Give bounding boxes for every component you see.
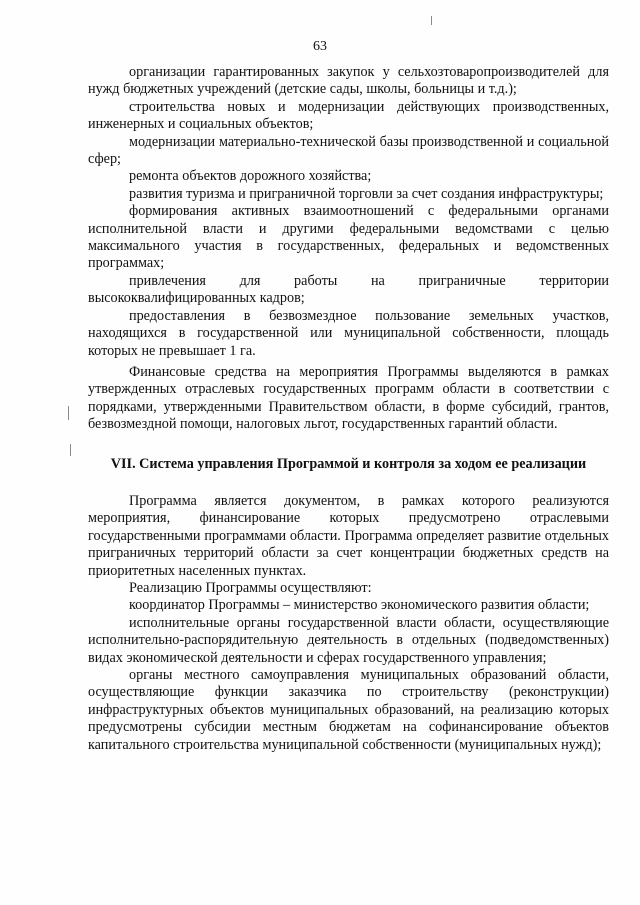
body-paragraph: модернизации материально-технической базы производственной и социальной сфер;: [88, 133, 609, 168]
body-paragraph: координатор Программы – министерство экономического развития области;: [129, 597, 590, 614]
body-paragraph: развития туризма и приграничной торговли за счет создания инфраструктуры;: [129, 185, 604, 202]
body-paragraph: организации гарантированных закупок у сельхозтоваропроизводителей для нужд бюджетных учреждений (детские сады, школы, больницы и т.д.);: [88, 64, 609, 98]
body-paragraph: органы местного самоуправления муниципальных образований области, осуществляющие функции заказчика по строительству (реконструкции) инфраструктурных объектов муниципальных образований, на реализацию которых предусмотрены субсидии местным бюджетам на софинансирование объектов капитального строительства муниципальной собственности (муниципальных нужд);: [88, 667, 609, 753]
body-paragraph: Финансовые средства на мероприятия Программы выделяются в рамках утвержденных отраслевых государственных программ области в соответствии с порядками, утвержденными Правительством области, в форме субсидий, грантов, безвозмездной помощи, налоговых льгот, государственных гарантий области.: [88, 363, 609, 433]
body-paragraph: исполнительные органы государственной власти области, осуществляющие исполнительно-распорядительную деятельность в отдельных (подведомственных) видах экономической деятельности и сферах государственного управления;: [88, 614, 609, 666]
scan-mark: [431, 16, 432, 25]
body-paragraph: Реализацию Программы осуществляют:: [129, 579, 372, 596]
body-paragraph: привлечения для работы на приграничные территории высококвалифицированных кадров;: [88, 272, 609, 307]
body-paragraph: Программа является документом, в рамках которого реализуются мероприятия, финансирование которых предусмотрено отраслевыми государственными программами области. Программа определяет развитие отдельных приграничных территорий области за счет концентрации бюджетных средств на приоритетных населенных пунктах.: [88, 492, 609, 579]
scan-mark: [70, 444, 71, 456]
body-paragraph: строительства новых и модернизации действующих производственных, инженерных и социальных объектов;: [88, 98, 609, 133]
body-paragraph: формирования активных взаимоотношений с федеральными органами исполнительной власти и другими федеральными ведомствами с целью максимального участия в государственных, федеральных и ведомственных программах;: [88, 203, 609, 272]
body-paragraph: ремонта объектов дорожного хозяйства;: [129, 168, 372, 185]
body-paragraph: предоставления в безвозмездное пользование земельных участков, находящихся в государственной или муниципальной собственности, площадь которых не превышает 1 га.: [88, 307, 609, 359]
page-number: 63: [313, 39, 327, 54]
scan-mark: [68, 406, 69, 420]
section-heading: VII. Система управления Программой и контроля за ходом ее реализации: [110, 455, 587, 472]
document-body: [88, 64, 609, 754]
